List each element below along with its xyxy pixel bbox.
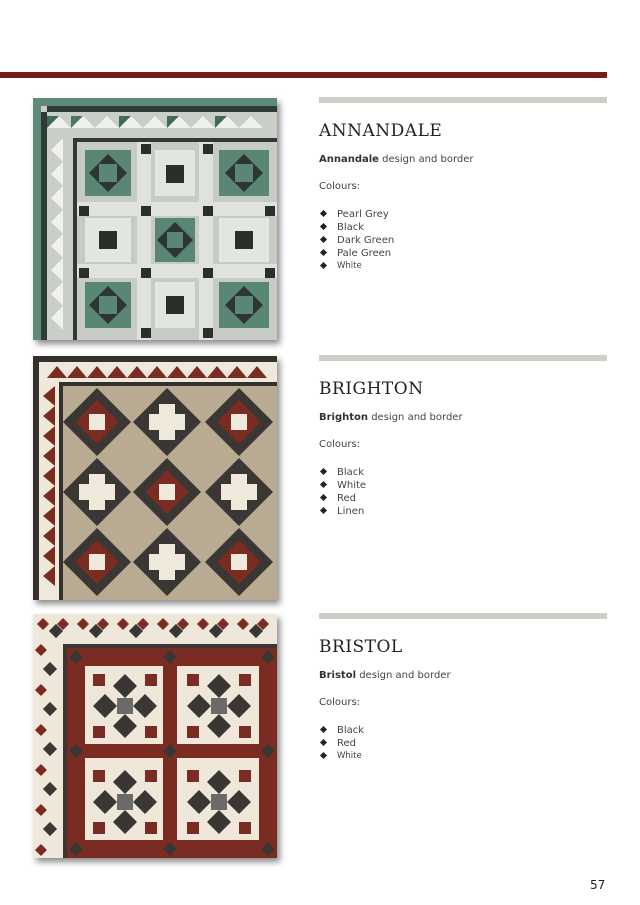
colour-item: Pearl Grey: [319, 208, 607, 221]
section-description: Annandale design and border: [319, 154, 474, 165]
diamond-bullet-icon: [320, 262, 327, 269]
header-accent-bar: [0, 72, 607, 78]
colour-list: [319, 208, 607, 273]
diamond-bullet-icon: [320, 249, 327, 256]
colour-list: [319, 466, 607, 518]
colours-label: Colours:: [319, 181, 361, 192]
annandale-tile-image: [33, 98, 277, 340]
bristol-tile-image: [33, 614, 277, 858]
diamond-bullet-icon: [320, 726, 327, 733]
section-divider: [319, 97, 607, 103]
section-divider: [319, 355, 607, 361]
section-description: Bristol design and border: [319, 670, 451, 681]
diamond-bullet-icon: [320, 481, 327, 488]
brighton-tile-image: [33, 356, 277, 600]
colours-label: Colours:: [319, 439, 361, 450]
diamond-bullet-icon: [320, 739, 327, 746]
colour-item: Black: [319, 724, 607, 737]
diamond-bullet-icon: [320, 223, 327, 230]
section-title: BRISTOL: [319, 637, 403, 657]
page-number: 57: [590, 878, 606, 892]
diamond-bullet-icon: [320, 236, 327, 243]
diamond-bullet-icon: [320, 752, 327, 759]
colour-item: Red: [319, 737, 607, 750]
colour-item: White: [319, 479, 607, 492]
section-description: Brighton design and border: [319, 412, 463, 423]
section-title: BRIGHTON: [319, 379, 424, 399]
section-divider: [319, 613, 607, 619]
brighton-section: [319, 355, 607, 518]
colour-list: [319, 724, 607, 763]
colour-item: White: [319, 260, 607, 273]
colour-item: Linen: [319, 505, 607, 518]
colour-item: White: [319, 750, 607, 763]
colour-item: Black: [319, 221, 607, 234]
diamond-bullet-icon: [320, 494, 327, 501]
colour-item: Dark Green: [319, 234, 607, 247]
section-title: ANNANDALE: [319, 121, 443, 141]
annandale-section: [319, 97, 607, 273]
diamond-bullet-icon: [320, 507, 327, 514]
diamond-bullet-icon: [320, 468, 327, 475]
colour-item: Pale Green: [319, 247, 607, 260]
colour-item: Red: [319, 492, 607, 505]
bristol-section: [319, 613, 607, 763]
colours-label: Colours:: [319, 697, 361, 708]
diamond-bullet-icon: [320, 210, 327, 217]
colour-item: Black: [319, 466, 607, 479]
